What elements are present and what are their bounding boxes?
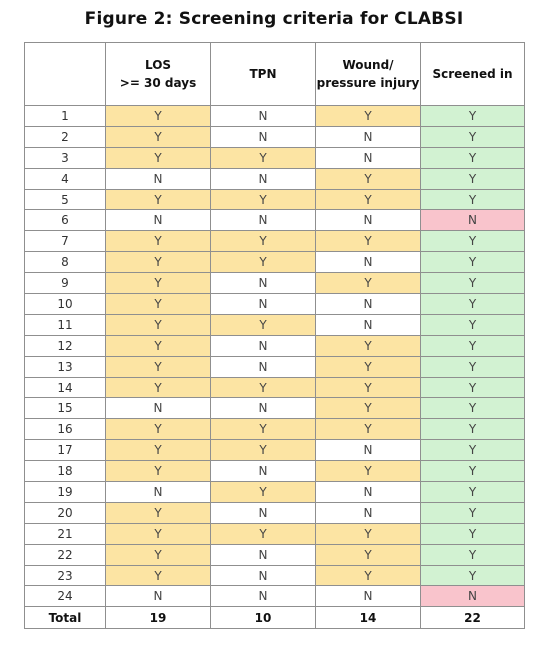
tpn-cell: Y (211, 314, 316, 335)
row-number: 8 (25, 252, 106, 273)
row-number: 12 (25, 335, 106, 356)
tpn-cell: Y (211, 147, 316, 168)
row-number: 23 (25, 565, 106, 586)
row-number: 20 (25, 502, 106, 523)
table-row (25, 565, 525, 586)
row-number: 16 (25, 419, 106, 440)
los-cell: Y (106, 189, 211, 210)
los-cell: Y (106, 440, 211, 461)
wound-cell: N (316, 502, 421, 523)
los-cell: Y (106, 294, 211, 315)
header-wound-line1: Wound/ (342, 58, 394, 72)
screened-cell: Y (421, 126, 525, 147)
row-number: 2 (25, 126, 106, 147)
screened-cell: Y (421, 544, 525, 565)
tpn-cell: N (211, 273, 316, 294)
screened-cell: Y (421, 168, 525, 189)
screened-cell: Y (421, 502, 525, 523)
los-cell: Y (106, 106, 211, 127)
tpn-cell: Y (211, 252, 316, 273)
header-screened: Screened in (421, 43, 525, 106)
screened-cell: Y (421, 565, 525, 586)
header-los-line1: LOS (144, 58, 172, 72)
row-number: 5 (25, 189, 106, 210)
wound-cell: N (316, 147, 421, 168)
row-number: 22 (25, 544, 106, 565)
los-cell: Y (106, 419, 211, 440)
table-row (25, 461, 525, 482)
row-number: 19 (25, 482, 106, 503)
wound-cell: N (316, 210, 421, 231)
figure-title: Figure 2: Screening criteria for CLABSI (84, 9, 464, 29)
wound-cell: N (316, 294, 421, 315)
tpn-cell: N (211, 106, 316, 127)
tpn-cell: Y (211, 419, 316, 440)
table-row (25, 294, 525, 315)
los-cell: N (106, 210, 211, 231)
table-row (25, 523, 525, 544)
row-number: 6 (25, 210, 106, 231)
los-cell: N (106, 168, 211, 189)
table-row (25, 273, 525, 294)
row-number: 9 (25, 273, 106, 294)
total-tpn: 10 (211, 607, 316, 629)
tpn-cell: N (211, 461, 316, 482)
tpn-cell: N (211, 168, 316, 189)
los-cell: Y (106, 314, 211, 335)
wound-cell: Y (316, 231, 421, 252)
los-cell: N (106, 398, 211, 419)
wound-cell: Y (316, 335, 421, 356)
wound-cell: Y (316, 168, 421, 189)
wound-cell: N (316, 440, 421, 461)
row-number: 10 (25, 294, 106, 315)
header-row (25, 43, 525, 106)
tpn-cell: Y (211, 440, 316, 461)
row-number: 7 (25, 231, 106, 252)
los-cell: Y (106, 126, 211, 147)
los-cell: N (106, 586, 211, 607)
screened-cell: Y (421, 377, 525, 398)
los-cell: N (106, 482, 211, 503)
wound-cell: Y (316, 398, 421, 419)
tpn-cell: N (211, 502, 316, 523)
wound-cell: Y (316, 273, 421, 294)
screened-cell: Y (421, 314, 525, 335)
tpn-cell: N (211, 335, 316, 356)
screened-cell: Y (421, 398, 525, 419)
tpn-cell: N (211, 398, 316, 419)
los-cell: Y (106, 356, 211, 377)
header-tpn: TPN (211, 43, 316, 106)
row-number: 21 (25, 523, 106, 544)
total-wound: 14 (316, 607, 421, 629)
row-number: 4 (25, 168, 106, 189)
los-cell: Y (106, 523, 211, 544)
total-los: 19 (106, 607, 211, 629)
screened-cell: Y (421, 147, 525, 168)
wound-cell: Y (316, 377, 421, 398)
los-cell: Y (106, 461, 211, 482)
screened-cell: N (421, 586, 525, 607)
table-row (25, 377, 525, 398)
table-row (25, 168, 525, 189)
tpn-cell: N (211, 210, 316, 231)
total-screened: 22 (421, 607, 525, 629)
screened-cell: Y (421, 523, 525, 544)
table-row (25, 126, 525, 147)
table-row (25, 210, 525, 231)
table-row (25, 314, 525, 335)
screened-cell: N (421, 210, 525, 231)
row-number: 1 (25, 106, 106, 127)
screened-cell: Y (421, 273, 525, 294)
tpn-cell: Y (211, 523, 316, 544)
header-wound-line2: pressure injury (316, 76, 420, 90)
table-row (25, 106, 525, 127)
wound-cell: N (316, 586, 421, 607)
tpn-cell: N (211, 356, 316, 377)
table-row (25, 189, 525, 210)
header-wound (316, 43, 421, 106)
table-row (25, 398, 525, 419)
wound-cell: Y (316, 565, 421, 586)
los-cell: Y (106, 335, 211, 356)
table-row (25, 544, 525, 565)
header-los-line2: >= 30 days (119, 76, 197, 90)
screened-cell: Y (421, 189, 525, 210)
screened-cell: Y (421, 106, 525, 127)
wound-cell: Y (316, 461, 421, 482)
tpn-cell: N (211, 294, 316, 315)
wound-cell: Y (316, 189, 421, 210)
wound-cell: N (316, 126, 421, 147)
tpn-cell: Y (211, 377, 316, 398)
los-cell: Y (106, 377, 211, 398)
los-cell: Y (106, 147, 211, 168)
los-cell: Y (106, 231, 211, 252)
los-cell: Y (106, 565, 211, 586)
wound-cell: N (316, 482, 421, 503)
table-row (25, 440, 525, 461)
tpn-cell: N (211, 126, 316, 147)
row-number: 14 (25, 377, 106, 398)
screening-table (24, 42, 525, 629)
row-number: 17 (25, 440, 106, 461)
los-cell: Y (106, 273, 211, 294)
table-row (25, 502, 525, 523)
screened-cell: Y (421, 461, 525, 482)
screened-cell: Y (421, 419, 525, 440)
tpn-cell: Y (211, 482, 316, 503)
row-number: 13 (25, 356, 106, 377)
screened-cell: Y (421, 356, 525, 377)
table-row (25, 419, 525, 440)
los-cell: Y (106, 252, 211, 273)
screened-cell: Y (421, 335, 525, 356)
row-number: 3 (25, 147, 106, 168)
table-row (25, 252, 525, 273)
table-row (25, 147, 525, 168)
tpn-cell: N (211, 586, 316, 607)
los-cell: Y (106, 544, 211, 565)
header-row-label (25, 43, 106, 106)
tpn-cell: Y (211, 231, 316, 252)
row-number: 11 (25, 314, 106, 335)
table-body (25, 106, 525, 607)
row-number: 24 (25, 586, 106, 607)
screened-cell: Y (421, 231, 525, 252)
screened-cell: Y (421, 252, 525, 273)
wound-cell: N (316, 252, 421, 273)
row-number: 15 (25, 398, 106, 419)
table-row (25, 482, 525, 503)
wound-cell: Y (316, 356, 421, 377)
wound-cell: Y (316, 544, 421, 565)
screened-cell: Y (421, 440, 525, 461)
row-number: 18 (25, 461, 106, 482)
wound-cell: Y (316, 523, 421, 544)
screened-cell: Y (421, 294, 525, 315)
tpn-cell: N (211, 544, 316, 565)
table-row (25, 231, 525, 252)
table-row (25, 586, 525, 607)
total-row (25, 607, 525, 629)
table-row (25, 335, 525, 356)
header-los (106, 43, 211, 106)
wound-cell: N (316, 314, 421, 335)
total-label: Total (25, 607, 106, 629)
screened-cell: Y (421, 482, 525, 503)
table-row (25, 356, 525, 377)
wound-cell: Y (316, 419, 421, 440)
tpn-cell: N (211, 565, 316, 586)
wound-cell: Y (316, 106, 421, 127)
los-cell: Y (106, 502, 211, 523)
tpn-cell: Y (211, 189, 316, 210)
